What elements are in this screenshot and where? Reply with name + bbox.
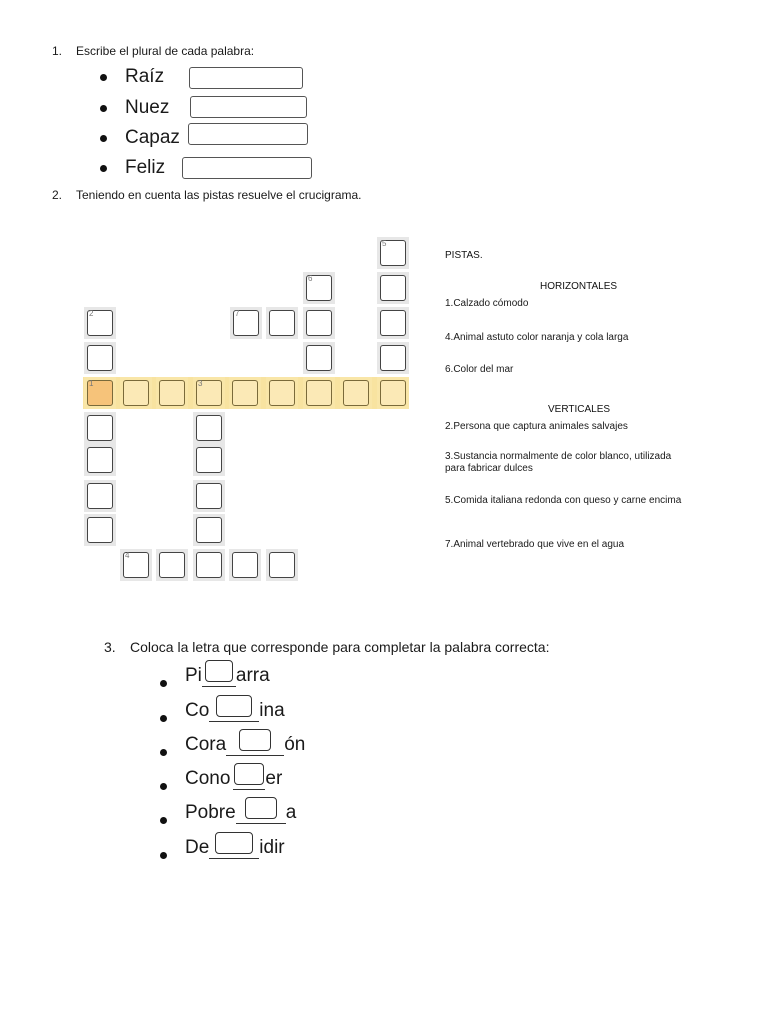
q2-title: 2. Teniendo en cuenta las pistas resuelve el crucigrama. (52, 188, 362, 202)
bullet-icon (100, 135, 107, 142)
crossword-cell-number: 5 (382, 239, 387, 248)
clue-horizontal-6: 6.Color del mar (445, 364, 514, 375)
crossword-cell-number: 2 (89, 309, 94, 318)
crossword-cell[interactable] (193, 412, 225, 444)
bullet-icon (100, 165, 107, 172)
clue-vertical-3: 3.Sustancia normalmente de color blanco, utilizada para fabricar dulces (445, 451, 672, 474)
q3-item-6: De idir (160, 836, 285, 859)
q1-item-nuez: Nuez (100, 97, 169, 119)
crossword-cell[interactable] (266, 377, 298, 409)
q3-blank-2[interactable] (209, 699, 259, 722)
crossword-cell[interactable] (303, 272, 335, 304)
q1-answer-field-raiz[interactable] (189, 67, 303, 89)
crossword-cell[interactable] (193, 444, 225, 476)
crossword-cell[interactable] (377, 377, 409, 409)
crossword-cell[interactable] (229, 549, 261, 581)
crossword-cell-number: 1 (89, 379, 94, 388)
q3-blank-4[interactable] (233, 767, 265, 790)
crossword-cell[interactable] (193, 514, 225, 546)
q3-blank-5[interactable] (236, 801, 286, 824)
clue-vertical-5: 5.Comida italiana redonda con queso y carne encima (445, 495, 682, 506)
bullet-icon (160, 817, 167, 824)
crossword-cell[interactable] (84, 514, 116, 546)
q1-answer-field-feliz[interactable] (182, 157, 312, 179)
crossword-cell[interactable] (303, 377, 335, 409)
crossword-cell[interactable] (303, 307, 335, 339)
crossword-cell[interactable] (120, 377, 152, 409)
crossword-cell[interactable] (193, 480, 225, 512)
clue-horizontal-4: 4.Animal astuto color naranja y cola larga (445, 332, 629, 343)
q1-title: 1. Escribe el plural de cada palabra: (52, 44, 255, 58)
crossword-cell[interactable] (84, 342, 116, 374)
crossword-cell[interactable] (193, 377, 225, 409)
clues-title: PISTAS. (445, 250, 483, 261)
crossword-cell[interactable] (230, 307, 262, 339)
q3-item-1: Pi arra (160, 664, 270, 687)
crossword-cell-number: 4 (125, 551, 130, 560)
crossword-cell[interactable] (84, 480, 116, 512)
clue-horizontal-1: 1.Calzado cómodo (445, 298, 529, 309)
vertical-title: VERTICALES (548, 404, 611, 415)
bullet-icon (160, 852, 167, 859)
crossword-cell[interactable] (377, 237, 409, 269)
bullet-icon (100, 105, 107, 112)
crossword-cell[interactable] (377, 342, 409, 374)
crossword-cell[interactable] (266, 307, 298, 339)
clue-vertical-2: 2.Persona que captura animales salvajes (445, 421, 628, 432)
q1-item-capaz: Capaz (100, 127, 180, 149)
horizontal-title: HORIZONTALES (540, 281, 618, 292)
bullet-icon (100, 74, 107, 81)
bullet-icon (160, 783, 167, 790)
crossword-cell[interactable] (84, 307, 116, 339)
q3-item-3: Cora ón (160, 733, 305, 756)
crossword-cell[interactable] (377, 272, 409, 304)
clue-vertical-7: 7.Animal vertebrado que vive en el agua (445, 539, 625, 550)
q3-blank-6[interactable] (209, 836, 259, 859)
crossword-cell[interactable] (340, 377, 372, 409)
q3-item-2: Co ina (160, 699, 285, 722)
crossword-cell-number: 6 (308, 274, 313, 283)
crossword-cell[interactable] (84, 444, 116, 476)
crossword-cell[interactable] (377, 307, 409, 339)
q3-item-4: Cono er (160, 767, 282, 790)
crossword-cell-number: 3 (198, 379, 203, 388)
bullet-icon (160, 715, 167, 722)
q3-blank-3[interactable] (226, 733, 284, 756)
q3-blank-1[interactable] (202, 664, 236, 687)
crossword-cell[interactable] (303, 342, 335, 374)
q1-answer-field-capaz[interactable] (188, 123, 308, 145)
crossword-cell[interactable] (120, 549, 152, 581)
bullet-icon (160, 749, 167, 756)
crossword-cell[interactable] (229, 377, 261, 409)
q1-item-feliz: Feliz (100, 157, 165, 179)
crossword-cell[interactable] (156, 549, 188, 581)
crossword-cell[interactable] (84, 412, 116, 444)
bullet-icon (160, 680, 167, 687)
crossword-cell[interactable] (84, 377, 116, 409)
crossword-cell[interactable] (156, 377, 188, 409)
crossword-cell-number: 7 (235, 309, 240, 318)
crossword-cell[interactable] (266, 549, 298, 581)
q3-title: 3. Coloca la letra que corresponde para completar la palabra correcta: (104, 639, 550, 655)
crossword-cell[interactable] (193, 549, 225, 581)
q3-item-5: Pobre a (160, 801, 296, 824)
q1-item-raiz: Raíz (100, 66, 164, 88)
q1-answer-field-nuez[interactable] (190, 96, 307, 118)
